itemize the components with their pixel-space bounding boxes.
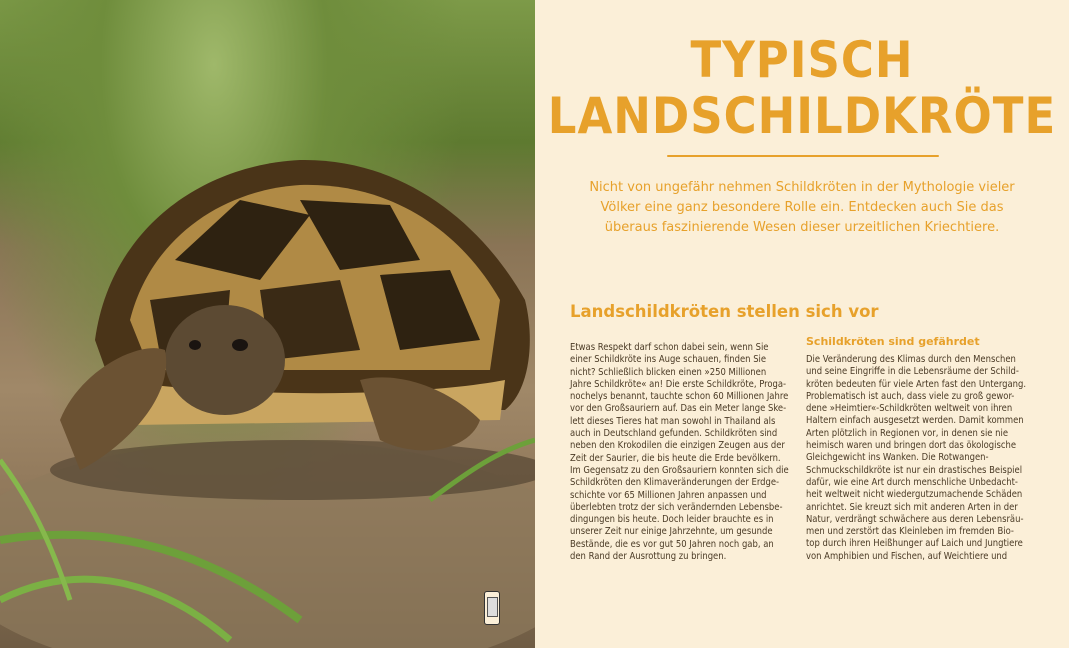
- text-line: lett dieses Tieres hat man sowohl in Thailand als: [570, 415, 776, 427]
- text-line: überlebten trotz der sich verändernden Lebensbe-: [570, 501, 783, 513]
- text-line: anrichtet. Sie kreuzt sich mit anderen Arten in der: [806, 501, 1018, 513]
- title-divider: [667, 155, 939, 157]
- text-line: Bestände, die es vor gut 50 Jahren noch gab, an: [570, 538, 774, 550]
- text-line: heit weltweit nicht wiedergutzumachende Schäden: [806, 489, 1023, 501]
- text-line: Haltern einfach ausgesetzt werden. Damit kommen: [806, 415, 1024, 427]
- text-page: [535, 0, 1069, 648]
- page-title-line2: LANDSCHILDKRÖTE: [547, 87, 1057, 145]
- text-line: Zeit der Saurier, die bis heute die Erde bevölkern.: [570, 452, 781, 464]
- text-line: heimisch waren und bringen dort das ökologische: [806, 440, 1017, 452]
- text-line: auch in Deutschland gefunden. Schildkröten sind: [570, 428, 778, 440]
- text-line: vor den Großsauriern auf. Das ein Meter lange Ske-: [570, 403, 787, 415]
- text-line: top durch ihren Heißhunger auf Laich und Jungtiere: [806, 538, 1023, 550]
- phone-icon: [484, 591, 500, 625]
- text-line: men und zerstört das Kleinleben im fremden Bio-: [806, 526, 1014, 538]
- text-line: dene »Heimtier«-Schildkröten weltweit von ihren: [806, 403, 1013, 415]
- section-heading: Landschildkröten stellen sich vor: [570, 302, 879, 321]
- text-line: neben den Krokodilen die einzigen Zeugen aus der: [570, 440, 785, 452]
- text-line: den Rand der Ausrottung zu bringen.: [570, 551, 727, 563]
- intro-paragraph: Nicht von ungefähr nehmen Schildkröten in der Mythologie vieler Völker eine ganz besondere Rolle ein. Entdecken auch Sie das überaus faszinierende Wesen dieser urzeitlichen Kriechtiere.: [589, 180, 1015, 235]
- text-line: einer Schildkröte ins Auge schauen, finden Sie: [570, 354, 767, 366]
- text-line: Die Veränderung des Klimas durch den Menschen: [806, 354, 1016, 365]
- text-line: nochelys benannt, tauchte schon 60 Millionen Jahre: [570, 391, 789, 403]
- column-right-heading: Schildkröten sind gefährdet: [806, 335, 980, 348]
- column-right: [806, 354, 1038, 563]
- text-line: Etwas Respekt darf schon dabei sein, wenn Sie: [570, 342, 769, 353]
- text-line: Schmuckschildkröte ist nur ein drastisches Beispiel: [806, 464, 1023, 476]
- text-line: kröten bedeuten für viele Arten fast den Untergang.: [806, 378, 1027, 390]
- text-line: von Amphibien und Fischen, auf Weichtiere und: [806, 550, 1008, 562]
- text-line: Schildkröten den Klimaveränderungen der Erdge-: [570, 477, 780, 489]
- text-line: nicht? Schließlich blicken einen »250 Millionen: [570, 366, 767, 378]
- text-line: dafür, wie eine Art durch menschliche Unbedacht-: [806, 476, 1018, 488]
- text-line: schichte vor 65 Millionen Jahren anpassen und: [570, 489, 767, 501]
- text-line: Arten plötzlich in Regionen vor, in denen sie nie: [806, 427, 1009, 439]
- text-line: Im Gegensatz zu den Großsauriern konnten sich die: [570, 464, 789, 476]
- text-line: Problematisch ist auch, dass viele zu groß gewor-: [806, 390, 1015, 402]
- text-line: Jahre Schildkröte« an! Die erste Schildkröte, Proga-: [570, 378, 787, 390]
- text-line: unserer Zeit nur einige Jahrzehnte, um gesunde: [570, 526, 773, 538]
- page-title-line1: TYPISCH: [690, 31, 914, 89]
- text-line: dingungen bis heute. Doch leider brauchte es in: [570, 514, 774, 526]
- text-line: Gleichgewicht ins Wanken. Die Rotwangen-: [806, 452, 989, 464]
- text-line: und seine Eingriffe in die Lebensräume der Schild-: [806, 366, 1019, 378]
- text-line: Natur, verdrängt schwächere aus deren Lebensräu-: [806, 513, 1024, 525]
- column-left: [570, 342, 802, 563]
